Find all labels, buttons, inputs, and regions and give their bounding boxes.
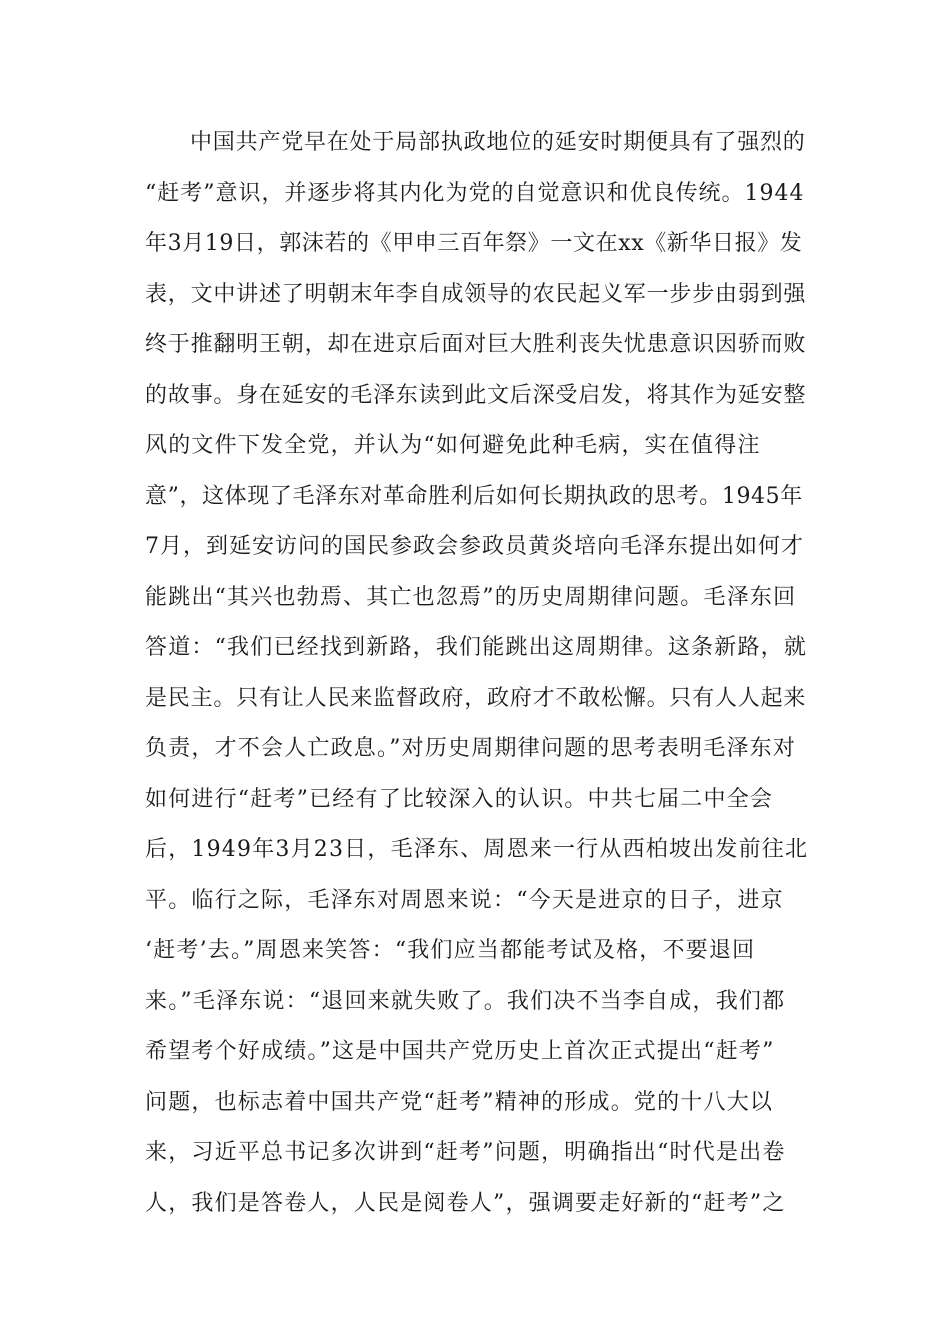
- text-line: ‘赶考’去。”周恩来笑答：“我们应当都能考试及格，不要退回: [145, 938, 756, 963]
- text-line: “赶考”意识，并逐步将其内化为党的自觉意识和优良传统。1944: [145, 180, 805, 206]
- text-line: 问题，也标志着中国共产党“赶考”精神的形成。党的十八大以: [145, 1089, 774, 1115]
- text-line: 如何进行“赶考”已经有了比较深入的认识。中共七届二中全会: [145, 786, 774, 812]
- text-line: 年3月19日，郭沫若的《甲申三百年祭》一文在xx《新华日报》发: [145, 231, 803, 256]
- text-line: 7月，到延安访问的国民参政会参政员黄炎培向毛泽东提出如何才: [145, 534, 804, 559]
- text-line: 答道：“我们已经找到新路，我们能跳出这周期律。这条新路，就: [145, 635, 808, 660]
- text-line: 人，我们是答卷人，人民是阅卷人”，强调要走好新的“赶考”之: [145, 1190, 786, 1216]
- text-line: 的故事。身在延安的毛泽东读到此文后深受启发，将其作为延安整: [145, 382, 807, 408]
- text-line: 平。临行之际，毛泽东对周恩来说：“今天是进京的日子，进京: [145, 887, 784, 913]
- text-line: 表，文中讲述了明朝末年李自成领导的农民起义军一步步由弱到强: [145, 281, 807, 307]
- text-line: 希望考个好成绩。”这是中国共产党历史上首次正式提出“赶考”: [145, 1039, 775, 1064]
- text-line: 来。”毛泽东说：“退回来就失败了。我们决不当李自成，我们都: [145, 988, 786, 1014]
- text-line: 来，习近平总书记多次讲到“赶考”问题，明确指出“时代是出卷: [145, 1140, 786, 1165]
- text-line: 是民主。只有让人民来监督政府，政府才不敢松懈。只有人人起来: [145, 685, 807, 711]
- text-line: 中国共产党早在处于局部执政地位的延安时期便具有了强烈的: [190, 130, 806, 155]
- text-line: 负责，才不会人亡政息。”对历史周期律问题的思考表明毛泽东对: [145, 736, 797, 761]
- text-line: 后，1949年3月23日，毛泽东、周恩来一行从西柏坡出发前往北: [145, 837, 809, 862]
- text-line: 意”，这体现了毛泽东对革命胜利后如何长期执政的思考。1945年: [145, 483, 803, 509]
- text-line: 风的文件下发全党，并认为“如何避免此种毛病，实在值得注: [145, 433, 761, 458]
- text-line: 能跳出“其兴也勃焉、其亡也忽焉”的历史周期律问题。毛泽东回: [145, 584, 797, 610]
- text-line: 终于推翻明王朝，却在进京后面对巨大胜利丧失忧患意识因骄而败: [145, 332, 807, 357]
